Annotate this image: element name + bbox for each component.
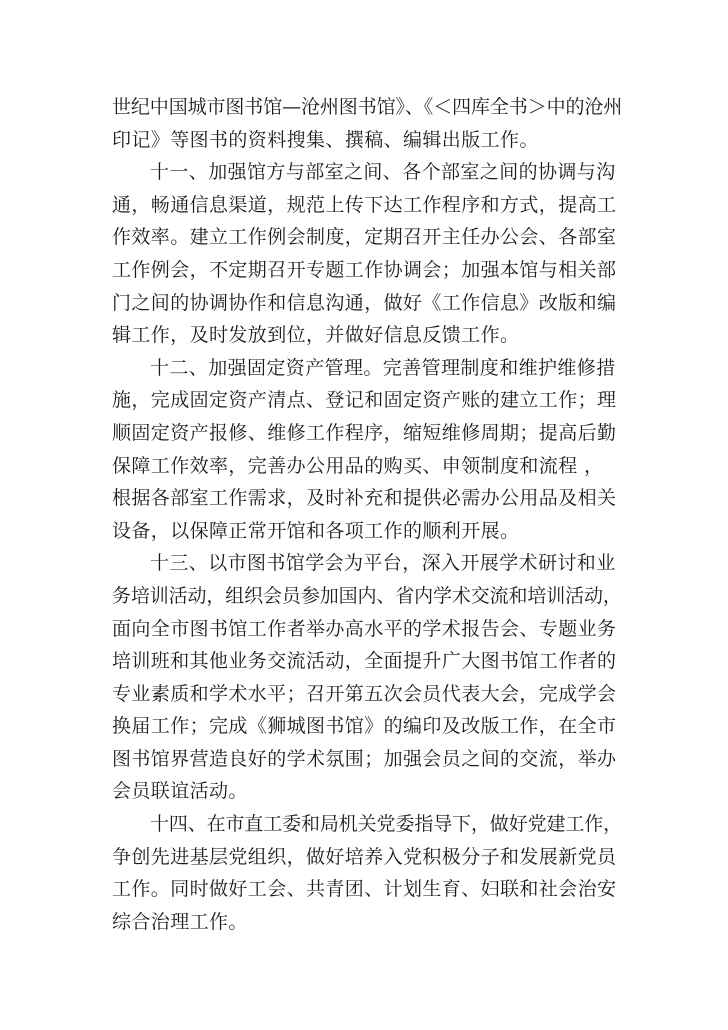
document-line: 辑工作，及时发放到位，并做好信息反馈工作。 [112,324,520,347]
document-line: 综合治理工作。 [112,910,248,933]
document-line: 十四、在市直工委和局机关党委指导下，做好党建工作， [150,813,623,836]
document-line: 顺固定资产报修、维修工作程序，缩短维修周期；提高后勤 [112,421,617,444]
document-line: 会员联谊活动。 [112,780,248,803]
document-line: 施，完成固定资产清点、登记和固定资产账的建立工作；理 [112,389,617,412]
document-line: 印记》等图书的资料搜集、撰稿、编辑出版工作。 [112,128,539,151]
document-line: 根据各部室工作需求，及时补充和提供必需办公用品及相关 [112,487,617,510]
document-line: 务培训活动，组织会员参加国内、省内学术交流和培训活动， [112,584,622,607]
document-line: 工作例会，不定期召开专题工作协调会；加强本馆与相关部 [112,258,617,281]
document-line: 设备，以保障正常开馆和各项工作的顺利开展。 [112,519,520,542]
document-line: 十一、加强馆方与部室之间、各个部室之间的协调与沟 [150,161,616,184]
document-line: 通，畅通信息渠道，规范上传下达工作程序和方式，提高工 [112,193,617,216]
document-line: 专业素质和学术水平；召开第五次会员代表大会，完成学会 [112,682,617,705]
document-line: 门之间的协调协作和信息沟通，做好《工作信息》改版和编 [112,291,617,314]
document-line: 十二、加强固定资产管理。完善管理制度和维护维修措 [150,356,616,379]
document-line: 世纪中国城市图书馆—沧州图书馆》、《＜四库全书＞中的沧州 [112,96,623,118]
document-line: 培训班和其他业务交流活动，全面提升广大图书馆工作者的 [112,650,617,673]
document-body [112,91,622,938]
document-line: 换届工作；完成《狮城图书馆》的编印及改版工作，在全市 [112,715,617,738]
document-line: 工作。同时做好工会、共青团、计划生育、妇联和社会治安 [112,878,617,901]
document-line: 争创先进基层党组织，做好培养入党积极分子和发展新党员 [112,845,617,868]
document-line: 保障工作效率，完善办公用品的购买、申领制度和流程 ， [112,454,604,477]
document-line: 十三、以市图书馆学会为平台，深入开展学术研讨和业 [150,552,616,575]
document-line: 作效率。建立工作例会制度，定期召开主任办公会、各部室 [112,226,617,249]
document-line: 面向全市图书馆工作者举办高水平的学术报告会、专题业务 [112,617,617,640]
document-line: 图书馆界营造良好的学术氛围；加强会员之间的交流，举办 [112,747,617,770]
